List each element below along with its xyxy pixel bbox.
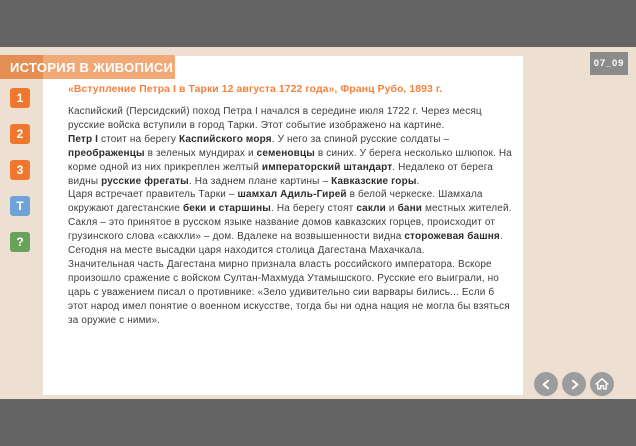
article-body [68, 105, 514, 328]
home-button[interactable] [590, 372, 614, 396]
sidebar-button-?[interactable]: ? [10, 232, 30, 252]
next-button[interactable] [562, 372, 586, 396]
chevron-left-icon [539, 377, 554, 392]
top-chrome-bar [0, 0, 636, 47]
lesson-title: ИСТОРИЯ В ЖИВОПИСИ [10, 59, 174, 75]
body-paragraph: Царя встречает правитель Тарки – шамхал Адиль-Гирей в белой черкеске. Шамхала окружают дагестанские беки и старшины. На берегу стоят сакли и бани местных жителей. Сакля – это принятое в русском языке название домов кавказских горцев, происходит от грузинского слова «сакхли» – дом. Вдалеке на возвышенности видна сторожевая башня. Сегодня на месте высадки царя находится столица Дагестана Махачкала. [68, 189, 512, 257]
lesson-header-band [0, 55, 175, 79]
sidebar-button-3[interactable]: 3 [10, 160, 30, 180]
body-paragraph: Значительная часть Дагестана мирно признала власть российского императора. Вскоре произошло сражение с войском Султан-Махмуда Утамышского. Русские его выиграли, но царь с уважением писал о противнике: «Зело удивительно сии варвары бились... Если б этот народ имел понятие о военном искусстве, тогда бы ни одна нация не могла бы взяться за оружие с ними». [68, 258, 510, 326]
body-paragraph: Петр I стоит на берегу Каспийского моря. У него за спиной русские солдаты – преображенцы в зеленых мундирах и семеновцы в синих. У берега несколько шлюпок. На корме одной из них прикреплен желтый императорский штандарт. Недалеко от берега видны русские фрегаты. На заднем плане картины – Кавказские горы. [68, 133, 512, 187]
chevron-right-icon [567, 377, 582, 392]
slide-area [0, 47, 636, 399]
slide-code-badge: 07_09 [590, 52, 628, 75]
article-title: «Вступление Петра I в Тарки 12 августа 1722 года», Франц Рубо, 1893 г. [68, 84, 443, 95]
sidebar-button-T[interactable]: T [10, 196, 30, 216]
bottom-chrome-bar [0, 399, 636, 446]
home-icon [594, 376, 610, 392]
sidebar-button-2[interactable]: 2 [10, 124, 30, 144]
sidebar-nav [10, 88, 30, 268]
prev-button[interactable] [534, 372, 558, 396]
body-paragraph: Каспийский (Персидский) поход Петра I начался в середине июля 1722 г. Через месяц русские войска вступили в город Тарки. Этот событие изображено на картине. [68, 106, 482, 131]
sidebar-button-1[interactable]: 1 [10, 88, 30, 108]
article [68, 83, 514, 328]
